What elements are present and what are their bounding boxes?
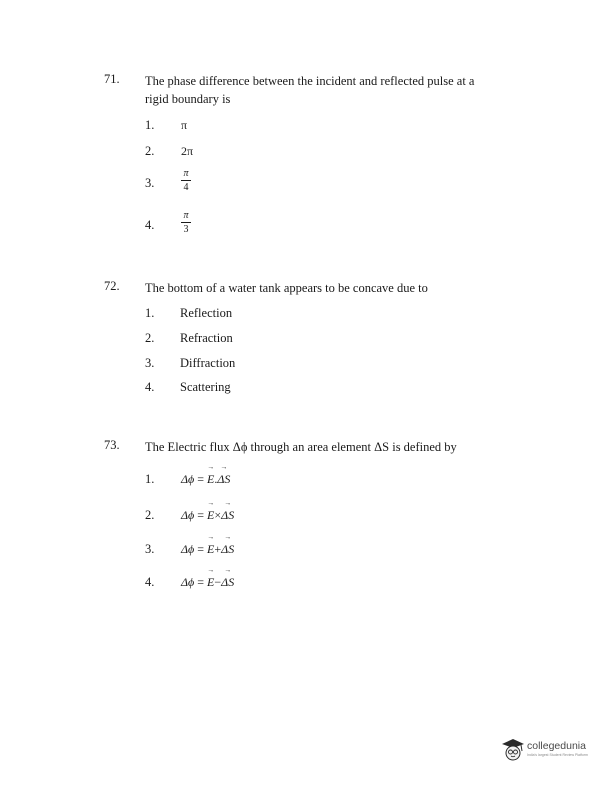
operator: + <box>214 542 222 556</box>
fraction-denominator: 3 <box>183 224 189 235</box>
vector-ds: → ΔS <box>217 472 230 487</box>
vector-e: → E <box>207 472 214 487</box>
fraction <box>181 168 191 193</box>
equation-lhs: Δϕ <box>181 508 195 522</box>
vector-e: → E <box>207 508 214 523</box>
mascot-icon <box>500 736 526 762</box>
operator: − <box>214 575 222 589</box>
equation <box>181 472 230 487</box>
option-number: 3. <box>145 542 155 556</box>
question-text: The phase difference between the incident and reflected pulse at a rigid boundary is <box>145 74 475 106</box>
option-71-3[interactable] <box>0 168 612 198</box>
equation <box>181 508 234 523</box>
collegedunia-logo[interactable] <box>500 736 600 766</box>
option-number: 4. <box>145 218 155 232</box>
option-number: 3. <box>145 176 155 190</box>
vector-e: → E <box>207 575 214 590</box>
brand-name: collegedunia <box>527 740 586 752</box>
vector-e: → E <box>207 542 214 557</box>
fraction-bar <box>181 180 191 181</box>
option-number: 2. <box>145 508 155 522</box>
fraction-bar <box>181 222 191 223</box>
question-number: 73. <box>104 438 120 452</box>
fraction <box>181 210 191 235</box>
option-number: 4. <box>145 380 155 394</box>
brand-tagline: India's largest Student Review Platform <box>527 753 588 757</box>
equation-lhs: Δϕ <box>181 472 195 486</box>
equation <box>181 542 234 557</box>
question-number: 71. <box>104 72 120 86</box>
question-text: The Electric flux Δϕ through an area element ΔS is defined by <box>145 440 457 454</box>
option-71-4[interactable] <box>0 210 612 240</box>
operator: × <box>214 508 222 522</box>
option-value: 2π <box>181 144 194 158</box>
option-72-4[interactable] <box>0 380 612 410</box>
option-73-1[interactable] <box>0 472 612 502</box>
question-text: The bottom of a water tank appears to be concave due to <box>145 281 428 295</box>
equals-sign: = <box>194 542 208 556</box>
option-number: 1. <box>145 306 155 320</box>
option-text: Refraction <box>180 331 233 345</box>
option-text: Diffraction <box>180 356 236 370</box>
equals-sign: = <box>194 508 208 522</box>
vector-ds: → ΔS <box>221 575 234 590</box>
option-text: Scattering <box>180 380 231 394</box>
equals-sign: = <box>194 472 208 486</box>
option-number: 4. <box>145 575 155 589</box>
option-number: 2. <box>145 144 155 158</box>
equation-lhs: Δϕ <box>181 575 195 589</box>
option-text: Reflection <box>180 306 233 320</box>
equation-lhs: Δϕ <box>181 542 195 556</box>
option-73-2[interactable] <box>0 508 612 538</box>
fraction-numerator: π <box>183 210 189 221</box>
vector-ds: → ΔS <box>221 542 234 557</box>
option-number: 3. <box>145 356 155 370</box>
vector-ds: → ΔS <box>221 508 234 523</box>
question-number: 72. <box>104 279 120 293</box>
option-number: 2. <box>145 331 155 345</box>
option-value: π <box>181 118 188 132</box>
option-number: 1. <box>145 472 155 486</box>
equation <box>181 575 234 590</box>
fraction-numerator: π <box>183 168 189 179</box>
operator: . <box>214 472 218 486</box>
option-73-4[interactable] <box>0 575 612 605</box>
option-73-3[interactable] <box>0 542 612 572</box>
option-number: 1. <box>145 118 155 132</box>
fraction-denominator: 4 <box>183 182 189 193</box>
equals-sign: = <box>194 575 208 589</box>
